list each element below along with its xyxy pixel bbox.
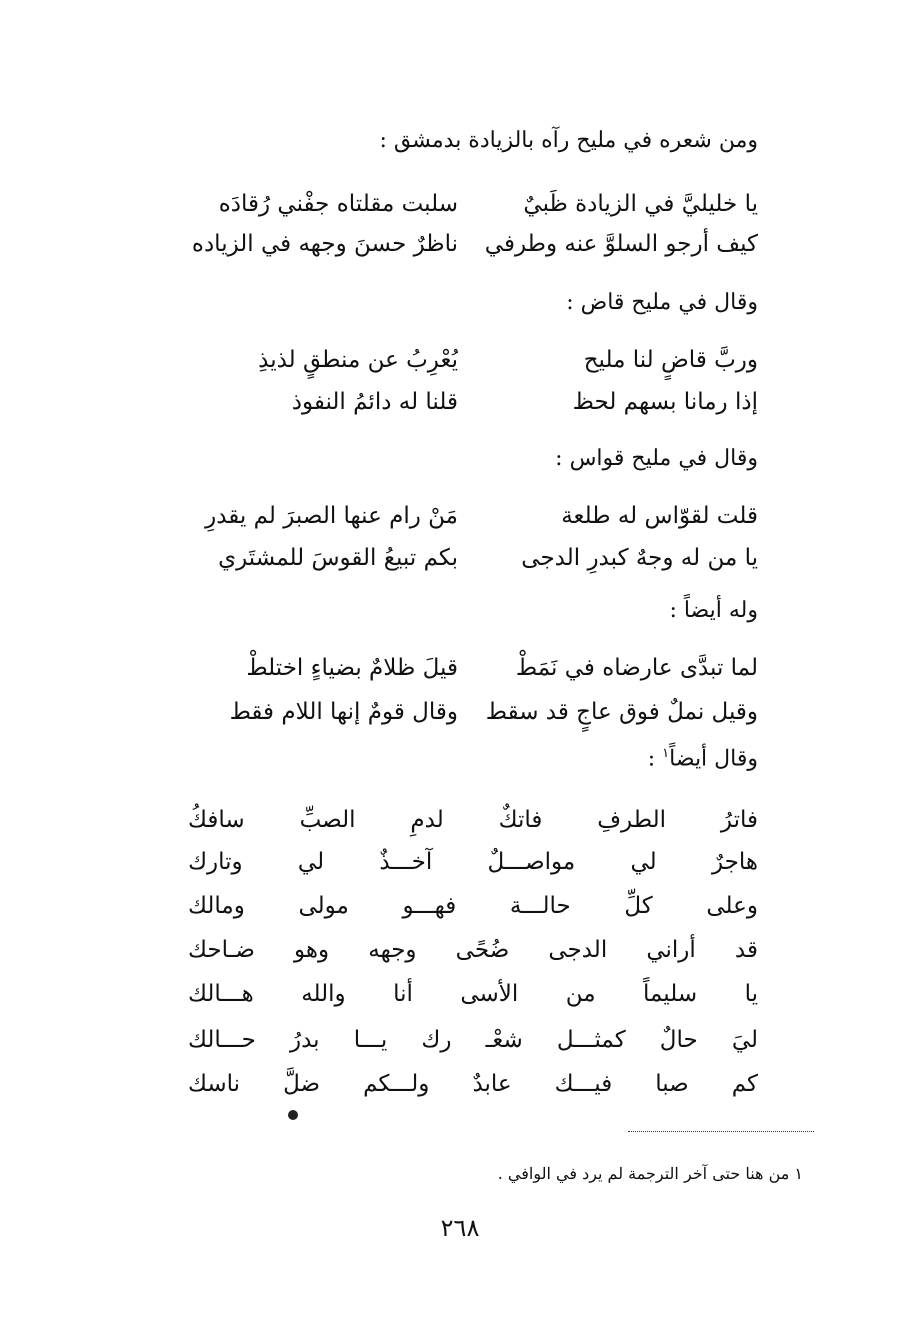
word: حـــالك [188, 1027, 256, 1053]
hemistich-first: وربَّ قاضٍ لنا مليح [583, 347, 758, 373]
word: لي [297, 849, 325, 875]
word: ومالك [188, 893, 245, 919]
footnote-divider [628, 1131, 814, 1132]
strophe-line-5 [188, 974, 758, 1014]
word: الطرفِ [597, 807, 667, 833]
verse-1-2 [158, 224, 758, 264]
word: عابدٌ [472, 1071, 512, 1097]
word: وتارك [188, 849, 243, 875]
word: آخـــذٌ [379, 849, 433, 875]
word: أنا [393, 981, 413, 1007]
word: مولى [298, 893, 349, 919]
section-heading-5 [648, 746, 758, 771]
word: قد [734, 937, 758, 963]
hemistich-first: إذا رمانا بسهم لحظ [572, 389, 758, 415]
word: كم [731, 1071, 758, 1097]
word: يـــا [353, 1027, 388, 1053]
footnote-marker: ١ [662, 746, 670, 761]
hemistich-second: سلبت مقلتاه جفْني رُقادَه [218, 191, 458, 217]
ornament-dot-icon [288, 1110, 298, 1120]
word: ضُحًى [455, 937, 510, 963]
hemistich-second: يُعْرِبُ عن منطقٍ لذيذِ [258, 347, 458, 373]
verse-1-1 [158, 184, 758, 224]
word: ليَ [731, 1027, 758, 1053]
hemistich-second: مَنْ رام عنها الصبرَ لم يقدرِ [205, 503, 458, 529]
word: فاتكٌ [498, 807, 543, 833]
heading-text: وقال أيضاً [669, 746, 758, 772]
section-heading-4: وله أيضاً : [669, 598, 758, 623]
word: فاترُ [720, 807, 758, 833]
word: رك [421, 1027, 452, 1053]
word: الدجى [548, 937, 608, 963]
word: ضلَّ [283, 1071, 321, 1097]
hemistich-first: يا خليليَّ في الزيادة ظَبيٌ [523, 191, 758, 217]
word: شعْـ [485, 1027, 523, 1053]
hemistich-second: ناظرٌ حسنَ وجهه في الزياده [191, 231, 458, 257]
word: والله [301, 981, 346, 1007]
hemistich-first: كيف أرجو السلوَّ عنه وطرفي [484, 231, 758, 257]
word: صبا [655, 1071, 689, 1097]
verse-4-2 [158, 692, 758, 732]
word: وهو [294, 937, 330, 963]
word: وعلى [706, 893, 758, 919]
footnote: ١ من هنا حتى آخر الترجمة لم يرد في الوافي . [497, 1164, 803, 1183]
strophe-line-4 [188, 930, 758, 970]
hemistich-first: قلت لقوّاس له طلعة [561, 503, 758, 529]
strophe-line-3 [188, 886, 758, 926]
word: الصبِّ [299, 807, 356, 833]
word: هاجرٌ [711, 849, 758, 875]
word: وجهه [368, 937, 417, 963]
verse-2-1 [158, 340, 758, 380]
word: ولـــكم [363, 1071, 430, 1097]
word: حالـــة [509, 893, 571, 919]
word: ضـاحك [188, 937, 255, 963]
word: الأسى [460, 981, 519, 1007]
word: من [565, 981, 596, 1007]
word: مواصـــلٌ [487, 849, 576, 875]
verse-3-2 [158, 538, 758, 578]
section-heading-3: وقال في مليح قواس : [555, 446, 758, 471]
hemistich-second: قيلَ ظلامٌ بضياءٍ اختلطْ [246, 655, 458, 681]
hemistich-first: يا من له وجهٌ كبدرِ الدجى [521, 545, 758, 571]
section-heading-1: ومن شعره في مليح رآه بالزيادة بدمشق : [379, 128, 758, 153]
word: أراني [646, 937, 696, 963]
strophe-line-2 [188, 842, 758, 882]
page-number: ٢٦٨ [440, 1214, 480, 1242]
word: فيـــك [554, 1071, 613, 1097]
word: سليماً [643, 981, 698, 1007]
verse-3-1 [158, 496, 758, 536]
hemistich-second: وقال قومٌ إنها اللام فقط [229, 699, 458, 725]
word: لي [630, 849, 657, 875]
word: هـــالك [188, 981, 254, 1007]
heading-colon: : [647, 746, 656, 772]
word: لدمِ [410, 807, 444, 833]
hemistich-first: لما تبدَّى عارضاه في نَمَطْ [515, 655, 758, 681]
word: بدرُ [289, 1027, 320, 1053]
strophe-line-6 [188, 1020, 758, 1060]
hemistich-first: وقيل نملٌ فوق عاجٍ قد سقط [485, 699, 758, 725]
word: فهـــو [402, 893, 457, 919]
strophe-line-1 [188, 800, 758, 840]
verse-4-1 [158, 648, 758, 688]
verse-2-2 [158, 382, 758, 422]
strophe-line-7 [188, 1064, 758, 1104]
word: حالٌ [659, 1027, 698, 1053]
word: ناسك [188, 1071, 241, 1097]
word: كلِّ [624, 893, 653, 919]
word: سافكُ [188, 807, 245, 833]
word: يا [744, 981, 758, 1007]
hemistich-second: بكم تبيعُ القوسَ للمشتَري [218, 545, 458, 571]
section-heading-2: وقال في مليح قاض : [566, 290, 758, 315]
hemistich-second: قلنا له دائمُ النفوذ [291, 389, 458, 415]
word: كمثـــل [556, 1027, 626, 1053]
